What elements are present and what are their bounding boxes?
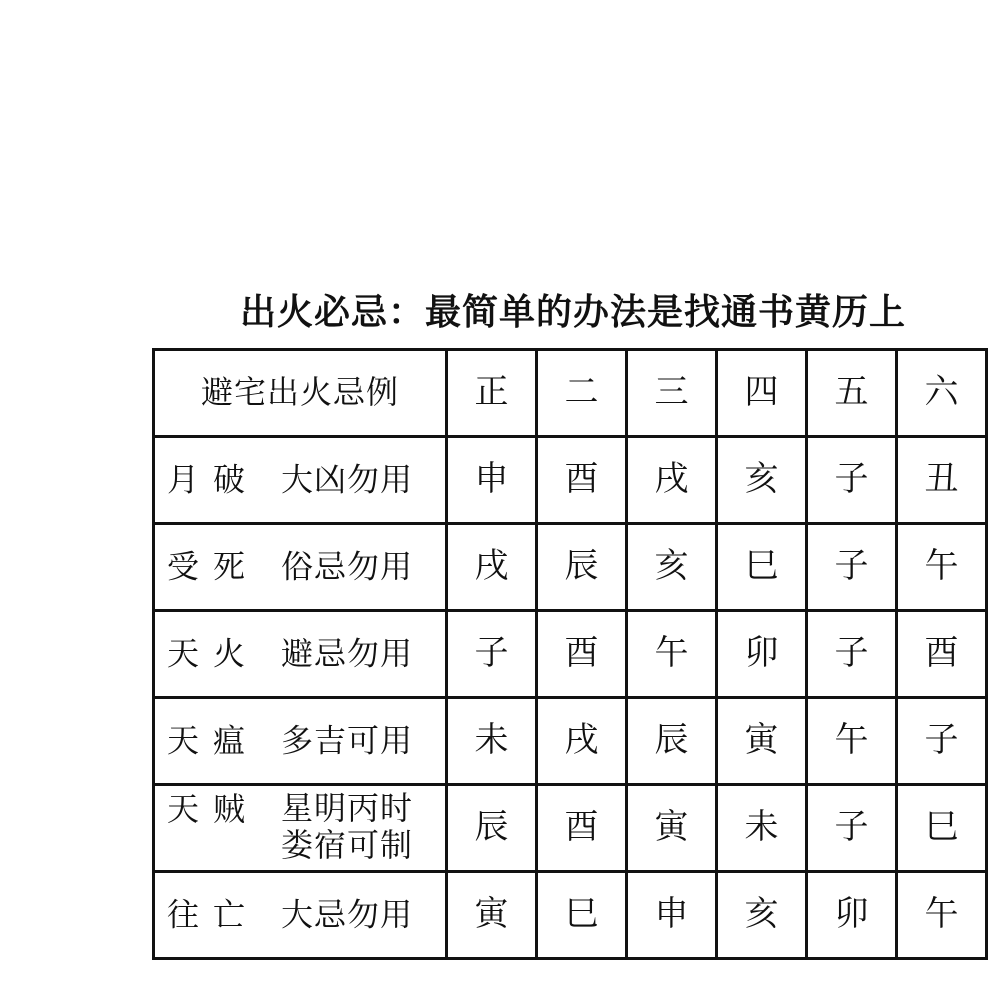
table-cell: 子	[807, 437, 897, 524]
table-cell: 申	[627, 872, 717, 959]
table-cell: 酉	[537, 785, 627, 872]
row-label	[154, 698, 447, 785]
table-cell: 戌	[627, 437, 717, 524]
table-cell: 未	[717, 785, 807, 872]
table-cell: 亥	[717, 872, 807, 959]
fire-taboo-table-container	[152, 348, 988, 960]
row-note: 大忌勿用	[281, 895, 414, 934]
table-cell: 酉	[537, 611, 627, 698]
table-cell: 申	[447, 437, 537, 524]
month-header: 四	[717, 350, 807, 437]
table-cell: 辰	[627, 698, 717, 785]
fire-taboo-table	[152, 348, 988, 960]
row-note: 避忌勿用	[281, 634, 414, 673]
month-header: 三	[627, 350, 717, 437]
table-row	[154, 524, 987, 611]
month-header: 五	[807, 350, 897, 437]
row-note	[281, 790, 413, 864]
header-label: 避宅出火忌例	[154, 350, 447, 437]
month-header: 六	[897, 350, 987, 437]
row-label	[154, 437, 447, 524]
table-row	[154, 611, 987, 698]
table-cell: 巳	[717, 524, 807, 611]
row-note-line: 娄宿可制	[281, 825, 414, 864]
row-label	[154, 611, 447, 698]
table-cell: 寅	[627, 785, 717, 872]
table-cell: 寅	[447, 872, 537, 959]
row-label	[154, 872, 447, 959]
row-name: 天贼	[167, 790, 260, 828]
table-cell: 子	[897, 698, 987, 785]
table-cell: 辰	[447, 785, 537, 872]
table-cell: 丑	[897, 437, 987, 524]
month-header: 正	[447, 350, 537, 437]
table-row	[154, 872, 987, 959]
row-note: 多吉可用	[281, 721, 414, 760]
table-cell: 巳	[897, 785, 987, 872]
table-cell: 戌	[537, 698, 627, 785]
table-row	[154, 698, 987, 785]
table-header-row	[154, 350, 987, 437]
table-cell: 辰	[537, 524, 627, 611]
table-cell: 午	[897, 524, 987, 611]
row-name: 天瘟	[167, 721, 260, 760]
table-cell: 未	[447, 698, 537, 785]
row-note: 大凶勿用	[281, 460, 414, 499]
row-note-line: 星明丙时	[281, 789, 414, 827]
page-heading: 出火必忌：最简单的办法是找通书黄历上	[240, 292, 907, 333]
row-label	[154, 524, 447, 611]
row-name: 月破	[167, 460, 260, 499]
table-cell: 午	[807, 698, 897, 785]
table-cell: 亥	[717, 437, 807, 524]
table-cell: 巳	[537, 872, 627, 959]
table-cell: 子	[807, 785, 897, 872]
table-cell: 子	[807, 524, 897, 611]
table-cell: 酉	[537, 437, 627, 524]
table-cell: 酉	[897, 611, 987, 698]
table-cell: 午	[627, 611, 717, 698]
row-name: 受死	[167, 547, 260, 586]
row-name: 往亡	[167, 895, 260, 934]
table-cell: 亥	[627, 524, 717, 611]
table-cell: 子	[447, 611, 537, 698]
table-cell: 卯	[807, 872, 897, 959]
table-cell: 午	[897, 872, 987, 959]
table-row	[154, 437, 987, 524]
table-cell: 卯	[717, 611, 807, 698]
row-note: 俗忌勿用	[281, 547, 414, 586]
table-cell: 子	[807, 611, 897, 698]
row-label	[154, 785, 447, 872]
month-header: 二	[537, 350, 627, 437]
row-name: 天火	[167, 634, 260, 673]
table-cell: 戌	[447, 524, 537, 611]
table-row	[154, 785, 987, 872]
table-cell: 寅	[717, 698, 807, 785]
